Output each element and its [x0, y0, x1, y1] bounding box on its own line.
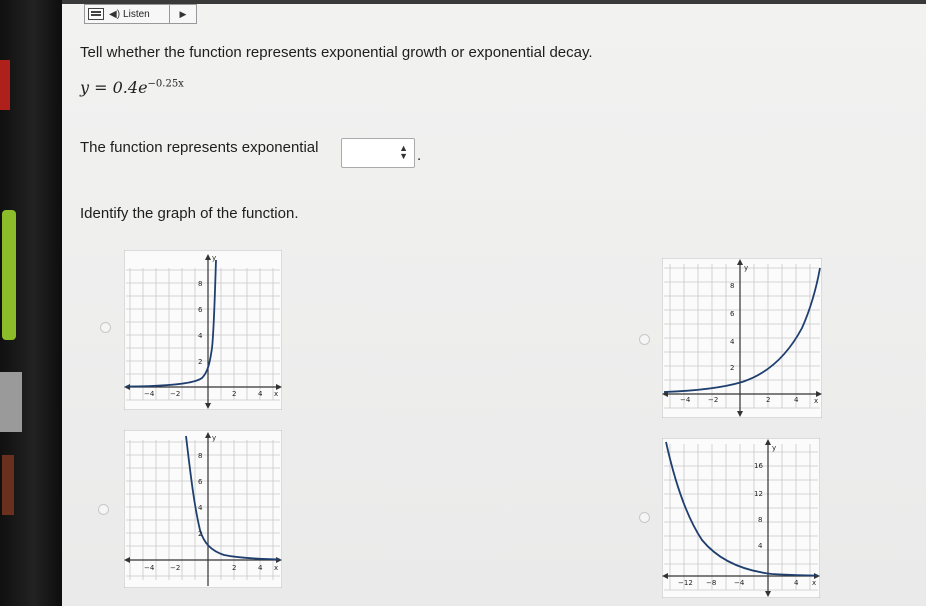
x-tick-label: −2	[170, 564, 181, 572]
y-tick-label: 6	[730, 310, 735, 318]
graph-option-d[interactable]	[662, 438, 820, 603]
y-tick-label: 4	[198, 332, 203, 340]
x-tick-label: −12	[678, 579, 693, 587]
x-tick-label: −8	[706, 579, 717, 587]
x-axis-label: x	[814, 397, 819, 405]
y-tick-label: 8	[730, 282, 735, 290]
y-axis-label: y	[212, 254, 217, 262]
y-tick-label: 8	[198, 452, 203, 460]
x-tick-label: 4	[794, 396, 799, 404]
background-object	[0, 372, 22, 432]
updown-arrows-icon: ▲ ▼	[399, 143, 408, 161]
play-icon[interactable]: ▶	[169, 4, 196, 24]
listen-toolbar[interactable]	[84, 4, 197, 24]
x-tick-label: 2	[232, 390, 237, 398]
graph-a-svg	[124, 250, 282, 410]
x-tick-label: 2	[766, 396, 771, 404]
x-tick-label: −4	[680, 396, 691, 404]
y-tick-label: 8	[758, 516, 763, 524]
background-object	[2, 210, 16, 340]
screen	[62, 0, 926, 606]
x-tick-label: −2	[170, 390, 181, 398]
x-tick-label: 2	[232, 564, 237, 572]
y-tick-label: 12	[754, 490, 763, 498]
background-object	[2, 455, 14, 515]
y-tick-label: 2	[198, 530, 203, 538]
equation-exponent: −0.25x	[147, 78, 184, 90]
y-tick-label: 4	[730, 338, 735, 346]
listen-button-label[interactable]: Listen	[123, 8, 150, 20]
y-axis-label: y	[212, 434, 217, 442]
y-tick-label: 4	[758, 542, 763, 550]
y-tick-label: 6	[198, 478, 203, 486]
x-tick-label: −4	[734, 579, 745, 587]
x-tick-label: 4	[258, 564, 263, 572]
background-object	[0, 60, 10, 110]
x-tick-label: −4	[144, 564, 155, 572]
graph-b-svg	[124, 430, 282, 588]
x-axis-label: x	[274, 390, 279, 398]
speaker-icon: ◀)	[109, 8, 121, 20]
x-tick-label: −4	[144, 390, 155, 398]
y-tick-label: 8	[198, 280, 203, 288]
y-axis-label: y	[744, 264, 749, 272]
graph-option-a-radio[interactable]	[100, 322, 111, 333]
y-tick-label: 16	[754, 462, 763, 470]
monitor-bezel	[0, 0, 62, 606]
growth-decay-select[interactable]	[341, 138, 415, 168]
y-tick-label: 2	[730, 364, 735, 372]
x-tick-label: −2	[708, 396, 719, 404]
y-tick-label: 4	[198, 504, 203, 512]
graph-option-b[interactable]	[124, 430, 282, 593]
statement-text: The function represents exponential	[80, 139, 319, 156]
graph-option-d-radio[interactable]	[639, 512, 650, 523]
graph-option-b-radio[interactable]	[98, 504, 109, 515]
graph-option-a[interactable]	[124, 250, 282, 415]
graph-d-svg	[662, 438, 820, 598]
graph-prompt: Identify the graph of the function.	[80, 205, 299, 222]
menu-icon[interactable]	[88, 8, 104, 20]
graph-c-svg	[662, 258, 822, 418]
graph-option-c[interactable]	[662, 258, 822, 423]
graph-option-c-radio[interactable]	[639, 334, 650, 345]
statement-period: .	[417, 147, 422, 164]
question-prompt: Tell whether the function represents exponential growth or exponential decay.	[80, 44, 593, 61]
x-axis-label: x	[812, 579, 817, 587]
y-tick-label: 6	[198, 306, 203, 314]
y-axis-label: y	[772, 444, 777, 452]
x-tick-label: 4	[258, 390, 263, 398]
equation-base: y = 0.4e	[80, 78, 148, 97]
x-tick-label: 4	[794, 579, 799, 587]
function-equation	[80, 78, 184, 97]
y-tick-label: 2	[198, 358, 203, 366]
x-axis-label: x	[274, 564, 279, 572]
